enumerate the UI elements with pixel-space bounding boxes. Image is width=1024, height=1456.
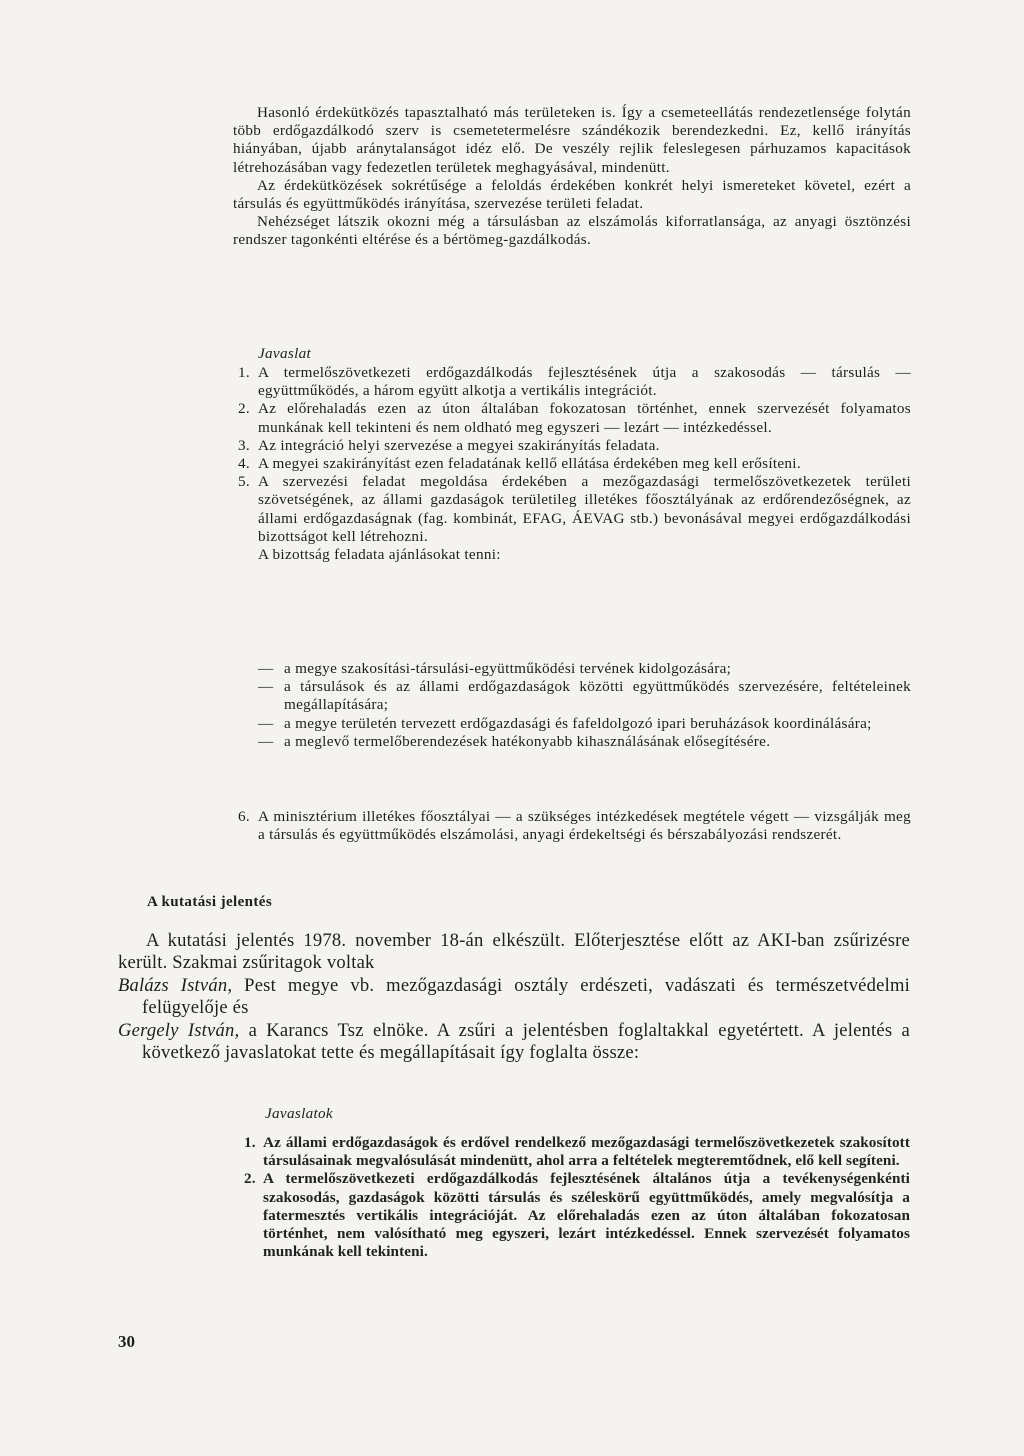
item-text: A termelőszövetkezeti erdőgazdálkodás fejlesztésének általános útja a tevékenységenkénti szakosodás, gazdaságok közötti társulás és széleskörű együttműködés, amely megvalósítja a fatermesztés vertikális integrációját. Az előrehaladás ezen az úton általában fokozatosan történhet, nem valósítható meg egyszeri, lezárt intézkedéssel. Ennek szervezését folyamatos munkának kell tekinteni. [263,1170,910,1261]
list-item [258,733,911,751]
item-text: Az integráció helyi szervezése a megyei szakirányítás feladata. [258,436,660,454]
item-number: 4. [238,455,250,473]
report-section [118,930,910,1064]
item-text: A szervezési feladat megoldása érdekében a mezőgazdasági termelőszövetkezetek területi szövetségének, az állami gazdaságok területileg illetékes főosztályának az erdőrendezőségnek, az állami erdőgazdaságnak (fag. kombinát, EFAG, ÁEVAG stb.) bevonásával megyei erdőgazdálkodási bizottságot kell létrehozni. [258,473,911,545]
javaslatok-list [244,1134,910,1261]
list-item [238,364,911,400]
item-number: 1. [238,364,250,381]
report-paragraph: A kutatási jelentés 1978. november 18-án elkészült. Előterjesztése előtt az AKI-ban zsűrizésre került. Szakmai zsűritagok voltak [118,930,910,974]
item-text: a megye szakosítási-társulási-együttműködési tervének kidolgozására; [284,660,732,677]
dash-marker: — [258,714,274,732]
javaslat-list [238,364,911,564]
javaslatok-heading: Javaslatok [265,1105,333,1122]
item-text: a megye területén tervezett erdőgazdasági és fafeldolgozó ipari beruházások koordinálására; [284,714,872,732]
list-item [238,437,911,455]
item-text: a meglevő termelőberendezések hatékonyabb kihasználásának elősegítésére. [284,732,771,750]
intro-paragraph-1: Hasonló érdekütközés tapasztalható más területeken is. Így a csemeteellátás rendezetlensége folytán több erdőgazdálkodó szerv is csemetetermelésre szándékozik berendezkedni. Ez, kellő irányítás hiányában, újabb aránytalanságot idéz elő. De veszély rejlik feleslegesen párhuzamos kapacitások létrehozásában vagy fedezetlen területek meghagyásával, mindenütt. [233,104,911,176]
dash-marker: — [258,660,274,677]
dash-marker: — [258,678,274,696]
list-item [258,715,911,733]
section-heading: A kutatási jelentés [147,894,273,910]
list-item [244,1170,910,1261]
intro-paragraph-2: Az érdekütközések sokrétűsége a feloldás érdekében konkrét helyi ismereteket követel, ezért a társulás és együttműködés irányítása, szervezése területi feladat. [233,176,911,213]
list-item [258,678,911,714]
intro-paragraph-3: Nehézséget látszik okozni még a társulásban az elszámolás kiforratlansága, az anyagi ösztönzési rendszer tagonkénti eltérése és a bértömeg-gazdálkodás. [233,213,911,249]
item-text: a társulások és az állami erdőgazdaságok közötti együttműködés szervezésére, feltételeinek megállapítására; [284,678,911,714]
item-number: 6. [238,808,250,825]
list-item [258,660,911,678]
javaslat-item-6 [238,808,911,844]
item-text: Az előrehaladás ezen az úton általában fokozatosan történhet, ennek szervezését folyamatos munkának kell tekinteni és nem oldható meg egyszeri — lezárt — intézkedéssel. [258,400,911,436]
juror-2 [118,1020,910,1065]
list-item [238,400,911,436]
item-number: 2. [244,1170,256,1188]
list-item [238,473,911,546]
list-item [238,546,911,564]
page-number: 30 [118,1332,135,1351]
committee-tasks-list [258,660,911,751]
juror-2-text: a Karancs Tsz elnöke. A zsűri a jelentésben foglaltakkal egyetértett. A jelentés a következő javaslatokat tette és megállapításait így foglalta össze: [142,1019,910,1064]
item-number-spacer [238,546,258,564]
list-item [238,808,911,844]
item-number: 2. [238,400,250,418]
item-number: 5. [238,473,250,491]
item-text: A termelőszövetkezeti erdőgazdálkodás fejlesztésének útja a szakosodás — társulás — együttműködés, a három együtt alkotja a vertikális integrációt. [258,364,911,400]
javaslat-heading: Javaslat [258,345,312,362]
juror-1-text: Pest megye vb. mezőgazdasági osztály erdészeti, vadászati és természetvédelmi felügyelője és [142,974,910,1019]
juror-2-name: Gergely István, [118,1019,240,1041]
committee-intro: A bizottság feladata ajánlásokat tenni: [258,546,501,564]
dash-marker: — [258,732,274,750]
item-text: Az állami erdőgazdaságok és erdővel rendelkező mezőgazdasági termelőszövetkezetek szakosított társulásainak megvalósulását mindenütt, ahol arra a feltételek megteremtődnek, elő kell segíteni. [263,1134,910,1170]
juror-1 [118,975,910,1020]
list-item [244,1134,910,1170]
item-number: 1. [244,1134,256,1151]
intro-section [233,104,911,250]
item-text: A minisztérium illetékes főosztályai — a szükséges intézkedések megtétele végett — vizsgálják meg a társulás és együttműködés elszámolási, anyagi érdekeltségi és bérszabályozási rendszerét. [258,808,911,844]
item-number: 3. [238,436,250,454]
juror-1-name: Balázs István, [118,974,233,996]
item-text: A megyei szakirányítást ezen feladatának kellő ellátása érdekében meg kell erősíteni. [258,455,801,473]
list-item [238,455,911,473]
